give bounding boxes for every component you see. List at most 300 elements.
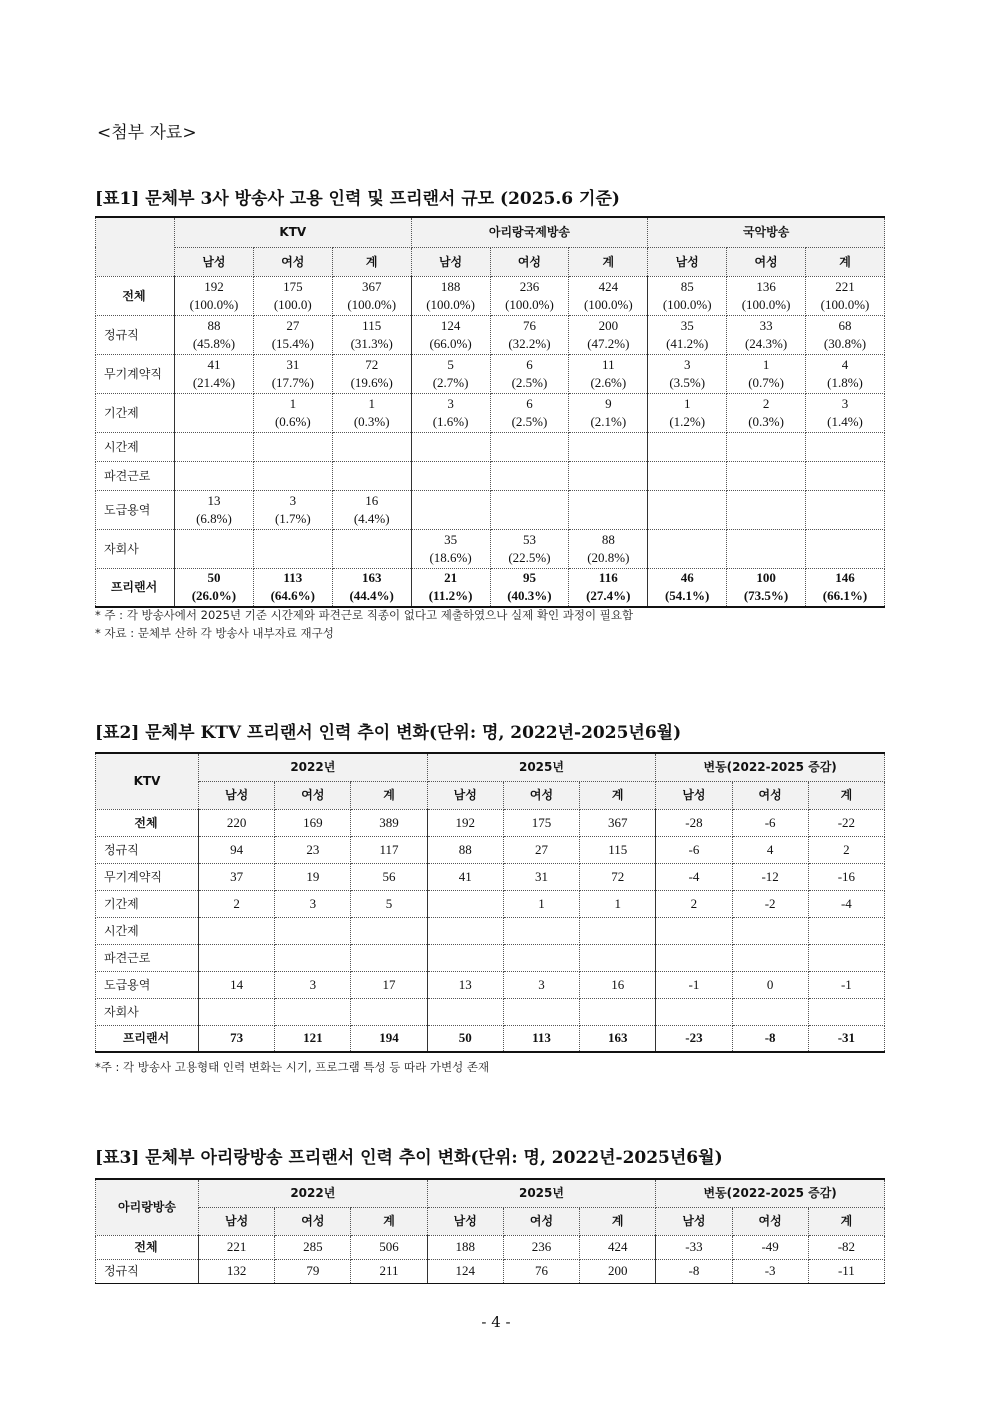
table2-cell — [351, 998, 427, 1025]
table3-cell: 188 — [427, 1235, 503, 1259]
table1-cell — [727, 432, 806, 461]
table2-row-label: 전체 — [96, 809, 199, 836]
table1-cell — [175, 490, 254, 529]
table2-cell: -1 — [656, 971, 732, 998]
table2-row-label: 기간제 — [96, 890, 199, 917]
table2-row-label: 도급용역 — [96, 971, 199, 998]
table2-cell: 31 — [503, 863, 579, 890]
table1-cell-percent: (1.6%) — [432, 413, 469, 429]
table2-cell: 2 — [656, 890, 732, 917]
table1-cell-value: 31 — [286, 356, 300, 372]
table1-cell — [175, 529, 254, 568]
table1-cell — [648, 568, 727, 607]
table1-cell-value: 9 — [605, 395, 612, 411]
table1-title: [표1] 문체부 3사 방송사 고용 인력 및 프리랜서 규모 (2025.6 기준) — [95, 189, 620, 209]
table1-row-label: 파견근로 — [96, 461, 175, 490]
table2-row — [96, 971, 885, 998]
table2-row — [96, 998, 885, 1025]
table2-row-label: 무기계약직 — [96, 863, 199, 890]
table3-group-header: 변동(2022-2025 증감) — [656, 1179, 885, 1207]
table1-cell — [569, 354, 648, 393]
table1-row-label: 자회사 — [96, 529, 175, 568]
table1-cell-value: 200 — [598, 317, 619, 333]
table2-cell: 16 — [580, 971, 656, 998]
table2-sub-header: 남성 — [656, 781, 732, 809]
table2-sub-header: 계 — [580, 781, 656, 809]
table1-cell — [175, 568, 254, 607]
table3-group-header: 2022년 — [199, 1179, 428, 1207]
table1-cell — [727, 315, 806, 354]
table2-cell — [580, 917, 656, 944]
table1-cell — [806, 315, 885, 354]
table1-cell-value: 6 — [526, 356, 533, 372]
table1-cell-value: 163 — [361, 570, 382, 586]
table1-cell-value: 367 — [361, 278, 382, 294]
table3-sub-header: 남성 — [427, 1207, 503, 1235]
table1-cell-percent: (0.6%) — [274, 413, 311, 429]
table3-cell: 76 — [503, 1259, 579, 1283]
table1-group-header: 국악방송 — [648, 217, 885, 247]
table1-cell-value: 13 — [207, 492, 221, 508]
table2-cell: 56 — [351, 863, 427, 890]
table1-cell — [332, 354, 411, 393]
table1-cell — [727, 490, 806, 529]
table1-cell — [411, 315, 490, 354]
table2-cell: 94 — [199, 836, 275, 863]
table3-cell: 236 — [503, 1235, 579, 1259]
table1-cell-percent: (64.6%) — [270, 588, 316, 604]
table1-cell-percent: (45.8%) — [192, 335, 236, 351]
table1-cell-percent: (2.5%) — [511, 413, 548, 429]
table1-cell — [332, 393, 411, 432]
table2-cell: 17 — [351, 971, 427, 998]
table2-cell: 194 — [351, 1025, 427, 1052]
table1-cell — [648, 490, 727, 529]
table2-cell — [275, 998, 351, 1025]
table1-cell — [332, 529, 411, 568]
table2-cell: 175 — [503, 809, 579, 836]
table1 — [95, 216, 885, 608]
table1-cell — [648, 432, 727, 461]
table2-cell — [580, 944, 656, 971]
table2-cell — [427, 917, 503, 944]
table2-cell — [199, 917, 275, 944]
table2-row-label: 자회사 — [96, 998, 199, 1025]
table1-cell — [332, 432, 411, 461]
table1-cell-percent: (100.0%) — [583, 296, 633, 312]
table3-cell: 132 — [199, 1259, 275, 1283]
table2-row-label: 시간제 — [96, 917, 199, 944]
table1-cell-value: 1 — [762, 356, 770, 372]
table1-cell-value: 236 — [519, 278, 540, 294]
table1-group-header: 아리랑국제방송 — [411, 217, 648, 247]
table3-sub-header: 계 — [580, 1207, 656, 1235]
table1-sub-header: 남성 — [411, 247, 490, 276]
table1-sub-header: 여성 — [727, 247, 806, 276]
table3-cell: -82 — [808, 1235, 884, 1259]
table2-cell: -4 — [656, 863, 732, 890]
table2-sub-header: 남성 — [427, 781, 503, 809]
table2-cell: 72 — [580, 863, 656, 890]
table2-cell — [503, 998, 579, 1025]
table1-cell — [175, 315, 254, 354]
table2-cell — [351, 917, 427, 944]
table1-cell — [253, 276, 332, 315]
table3-row — [96, 1235, 885, 1259]
table3-group-header-row — [96, 1179, 885, 1207]
table1-note-2: * 자료 : 문체부 산하 각 방송사 내부자료 재구성 — [95, 626, 334, 640]
table3-cell: 285 — [275, 1235, 351, 1259]
table2-cell — [808, 944, 884, 971]
table1-cell-value: 33 — [759, 317, 773, 333]
table1-cell-value: 136 — [756, 278, 776, 294]
table1-cell-percent: (100.0%) — [189, 296, 239, 312]
table1-row-label: 시간제 — [96, 432, 175, 461]
table2-cell: 1 — [580, 890, 656, 917]
table1-cell — [490, 354, 569, 393]
table2-cell — [808, 998, 884, 1025]
table2-cell — [427, 998, 503, 1025]
table1-cell-percent: (3.5%) — [669, 374, 706, 390]
table1-cell — [806, 529, 885, 568]
table1-cell-percent: (66.1%) — [822, 588, 868, 604]
table1-cell-value: 16 — [365, 492, 379, 508]
table2-sub-header: 여성 — [732, 781, 808, 809]
table2-cell: 37 — [199, 863, 275, 890]
table3-sub-header: 여성 — [732, 1207, 808, 1235]
table1-cell-value: 21 — [444, 570, 458, 586]
table2-cell: -28 — [656, 809, 732, 836]
table1-cell-percent: (31.3%) — [350, 335, 393, 351]
table1-cell — [490, 529, 569, 568]
table2-cell — [199, 944, 275, 971]
table3-cell: 221 — [199, 1235, 275, 1259]
table2-cell: 192 — [427, 809, 503, 836]
table1-cell-value: 3 — [447, 395, 454, 411]
table2-cell — [580, 998, 656, 1025]
table1-cell-value: 188 — [440, 278, 461, 294]
table1-cell — [569, 568, 648, 607]
table3-cell: 124 — [427, 1259, 503, 1283]
table1-cell-percent: (0.7%) — [748, 374, 784, 390]
table2-cell: -16 — [808, 863, 884, 890]
table1-cell-value: 124 — [440, 317, 461, 333]
table3-cell: -8 — [656, 1259, 732, 1283]
table2-row-label: 프리랜서 — [96, 1025, 199, 1052]
table1-cell-value: 146 — [835, 570, 855, 586]
table2-cell: -6 — [656, 836, 732, 863]
table1-cell-percent: (100.0%) — [347, 296, 397, 312]
table1-cell — [175, 276, 254, 315]
table1-cell — [648, 315, 727, 354]
table2-cell — [275, 917, 351, 944]
table1-cell — [175, 393, 254, 432]
table1-note-1: * 주 : 각 방송사에서 2025년 기준 시간제와 파견근로 직종이 없다고 제출하였으나 실제 확인 과정이 필요함 — [95, 608, 634, 622]
table2-row — [96, 836, 885, 863]
table2-row — [96, 917, 885, 944]
table1-cell-percent: (1.4%) — [827, 413, 863, 429]
table2-cell: 3 — [275, 971, 351, 998]
table2-row — [96, 890, 885, 917]
table1-cell-value: 192 — [204, 278, 224, 294]
table1-cell-percent: (2.1%) — [590, 413, 627, 429]
table2-cell: 169 — [275, 809, 351, 836]
table1-cell-percent: (0.3%) — [353, 413, 390, 429]
table1-cell — [411, 529, 490, 568]
table3-sub-header: 계 — [351, 1207, 427, 1235]
table2-cell: 115 — [580, 836, 656, 863]
table1-cell-percent: (30.8%) — [823, 335, 867, 351]
table1-cell-value: 1 — [368, 395, 375, 411]
table2-row-label: 파견근로 — [96, 944, 199, 971]
table1-cell-value: 3 — [683, 356, 691, 372]
table1-group-header-row — [96, 217, 885, 247]
table1-cell-percent: (19.6%) — [350, 374, 393, 390]
table1-cell — [253, 432, 332, 461]
table1-cell-value: 76 — [522, 317, 536, 333]
table2-cell: 121 — [275, 1025, 351, 1052]
table1-sub-header: 남성 — [175, 247, 254, 276]
table1-row — [96, 490, 885, 529]
table1-cell — [806, 461, 885, 490]
table2-sub-header: 여성 — [503, 781, 579, 809]
table2-corner: KTV — [96, 753, 199, 809]
table2-sub-header: 여성 — [275, 781, 351, 809]
table1-cell — [727, 529, 806, 568]
table2-cell — [199, 998, 275, 1025]
table3-row-label: 정규직 — [96, 1259, 199, 1283]
table2-cell: 19 — [275, 863, 351, 890]
table1-cell — [727, 276, 806, 315]
table1-cell-percent: (1.8%) — [827, 374, 863, 390]
table2-cell: -6 — [732, 809, 808, 836]
table3-group-header: 2025년 — [427, 1179, 656, 1207]
table1-cell — [411, 393, 490, 432]
table1-cell-percent: (73.5%) — [743, 588, 789, 604]
table2-cell: -23 — [656, 1025, 732, 1052]
table2-cell: 73 — [199, 1025, 275, 1052]
table1-cell-percent: (22.5%) — [508, 549, 551, 565]
table3-row-label: 전체 — [96, 1235, 199, 1259]
table2-row — [96, 944, 885, 971]
table3-sub-header: 여성 — [503, 1207, 579, 1235]
table1-corner — [96, 217, 175, 276]
table2-cell — [656, 998, 732, 1025]
table2-cell: 0 — [732, 971, 808, 998]
table1-cell — [648, 354, 727, 393]
table1-cell — [648, 461, 727, 490]
table3-cell: 211 — [351, 1259, 427, 1283]
table1-cell — [253, 354, 332, 393]
table1-cell — [727, 393, 806, 432]
table2-row-label: 정규직 — [96, 836, 199, 863]
table1-cell-value: 2 — [762, 395, 770, 411]
table1-cell-percent: (26.0%) — [191, 588, 237, 604]
table2-cell: 389 — [351, 809, 427, 836]
table1-cell-value: 85 — [680, 278, 694, 294]
table1-cell — [253, 461, 332, 490]
table1-cell — [569, 393, 648, 432]
table1-cell — [332, 461, 411, 490]
table1-cell-percent: (44.4%) — [349, 588, 394, 604]
table1-cell-value: 88 — [601, 531, 615, 547]
table1-cell-percent: (1.7%) — [274, 510, 311, 526]
table1-row — [96, 432, 885, 461]
table1-cell — [569, 461, 648, 490]
table2-sub-header: 남성 — [199, 781, 275, 809]
table1-cell-value: 35 — [680, 317, 694, 333]
table1-cell-value: 115 — [362, 317, 382, 333]
table1-row — [96, 529, 885, 568]
table1-sub-header: 여성 — [253, 247, 332, 276]
table1-cell — [569, 315, 648, 354]
table1-cell — [490, 461, 569, 490]
table3-title: [표3] 문체부 아리랑방송 프리랜서 인력 추이 변화(단위: 명, 2022년-2025년6월) — [95, 1148, 723, 1168]
table1-sub-header: 계 — [332, 247, 411, 276]
table1-cell — [569, 490, 648, 529]
table1-cell-value: 95 — [522, 570, 536, 586]
table1-cell-value: 221 — [835, 278, 855, 294]
table1-group-header: KTV — [175, 217, 412, 247]
table1-row — [96, 315, 885, 354]
table1-sub-header: 남성 — [648, 247, 727, 276]
table1-cell — [490, 393, 569, 432]
table1-cell — [569, 432, 648, 461]
table1-cell — [411, 490, 490, 529]
table1-cell-percent: (24.3%) — [744, 335, 788, 351]
table1-cell-percent: (41.2%) — [666, 335, 709, 351]
table1-row — [96, 276, 885, 315]
table1-cell — [332, 276, 411, 315]
table1-row-label: 전체 — [96, 276, 175, 315]
table1-cell — [253, 393, 332, 432]
table1-cell-percent: (100.0%) — [426, 296, 475, 312]
table1-cell — [175, 354, 254, 393]
table1-cell-percent: (17.7%) — [271, 374, 314, 390]
table1-cell-value: 46 — [680, 570, 694, 586]
table1-cell — [332, 568, 411, 607]
table2-cell: 27 — [503, 836, 579, 863]
table1-cell — [253, 568, 332, 607]
table1-cell — [569, 529, 648, 568]
table2-cell: 1 — [503, 890, 579, 917]
table2-cell: 88 — [427, 836, 503, 863]
table1-cell-value: 72 — [365, 356, 379, 372]
table3-cell: -33 — [656, 1235, 732, 1259]
table2-group-header: 2025년 — [427, 753, 656, 781]
table3-cell: -49 — [732, 1235, 808, 1259]
table2-cell — [732, 944, 808, 971]
table1-cell — [253, 490, 332, 529]
table2-cell: 14 — [199, 971, 275, 998]
table1-cell-percent: (27.4%) — [586, 588, 631, 604]
table1-cell-percent: (2.5%) — [511, 374, 548, 390]
table3-sub-header: 계 — [808, 1207, 884, 1235]
table1-cell-value: 11 — [602, 356, 615, 372]
table1-cell — [490, 315, 569, 354]
table1-row-label: 정규직 — [96, 315, 175, 354]
table1-sub-header-row — [96, 247, 885, 276]
table1-sub-header: 계 — [569, 247, 648, 276]
table1-row-label: 도급용역 — [96, 490, 175, 529]
table1-row — [96, 461, 885, 490]
table1-cell-percent: (21.4%) — [192, 374, 236, 390]
table2-cell — [656, 944, 732, 971]
table1-cell-value: 3 — [841, 395, 849, 411]
table1-cell — [332, 315, 411, 354]
table2-cell — [351, 944, 427, 971]
table1-cell-percent: (100.0%) — [741, 296, 791, 312]
table2-group-header: 변동(2022-2025 증감) — [656, 753, 885, 781]
table1-cell-value: 3 — [289, 492, 297, 508]
table1-cell — [648, 393, 727, 432]
table3-cell: -3 — [732, 1259, 808, 1283]
table1-cell — [648, 276, 727, 315]
table3 — [95, 1178, 885, 1284]
table1-cell-percent: (100.0) — [273, 296, 312, 312]
table2-cell: -8 — [732, 1025, 808, 1052]
table2-cell: -4 — [808, 890, 884, 917]
table2-sub-header-row — [96, 781, 885, 809]
table2-note: *주 : 각 방송사 고용형태 인력 변화는 시기, 프로그램 특성 등 따라 가변성 존재 — [95, 1060, 490, 1074]
table1-cell-value: 41 — [207, 356, 221, 372]
table1-cell — [727, 568, 806, 607]
table1-row-label: 기간제 — [96, 393, 175, 432]
table1-cell — [490, 276, 569, 315]
table1-cell-value: 424 — [598, 278, 619, 294]
table1-cell — [411, 461, 490, 490]
table1-cell-value: 50 — [207, 570, 221, 586]
table1-cell — [175, 461, 254, 490]
table2-cell — [503, 917, 579, 944]
table2-sub-header: 계 — [351, 781, 427, 809]
table1-cell-value: 175 — [283, 278, 303, 294]
table3-cell: 200 — [580, 1259, 656, 1283]
table3-cell: 506 — [351, 1235, 427, 1259]
table2-cell — [732, 917, 808, 944]
table2-group-header: 2022년 — [199, 753, 428, 781]
table3-corner: 아리랑방송 — [96, 1179, 199, 1235]
table2-cell: -12 — [732, 863, 808, 890]
table2-cell: -31 — [808, 1025, 884, 1052]
table1-cell-percent: (66.0%) — [429, 335, 472, 351]
table1-cell-percent: (40.3%) — [507, 588, 552, 604]
table1-cell-value: 53 — [522, 531, 536, 547]
table2-cell: 220 — [199, 809, 275, 836]
table2-cell: -22 — [808, 809, 884, 836]
table1-cell — [806, 432, 885, 461]
table1-sub-header: 계 — [806, 247, 885, 276]
table1-cell-percent: (32.2%) — [508, 335, 551, 351]
table1-cell — [411, 568, 490, 607]
table1-sub-header: 여성 — [490, 247, 569, 276]
table1-cell — [806, 354, 885, 393]
table1-cell-percent: (100.0%) — [505, 296, 554, 312]
table1-cell — [253, 529, 332, 568]
page-number: - 4 - — [481, 1313, 511, 1331]
table2 — [95, 752, 885, 1053]
table2-cell: -2 — [732, 890, 808, 917]
table2-row — [96, 809, 885, 836]
table1-cell — [569, 276, 648, 315]
table2-cell: 117 — [351, 836, 427, 863]
table2-cell — [808, 917, 884, 944]
table1-cell-percent: (11.2%) — [428, 588, 473, 604]
table2-cell — [656, 917, 732, 944]
table2-cell — [503, 944, 579, 971]
table1-row-label: 무기계약직 — [96, 354, 175, 393]
table1-cell-percent: (100.0%) — [662, 296, 712, 312]
